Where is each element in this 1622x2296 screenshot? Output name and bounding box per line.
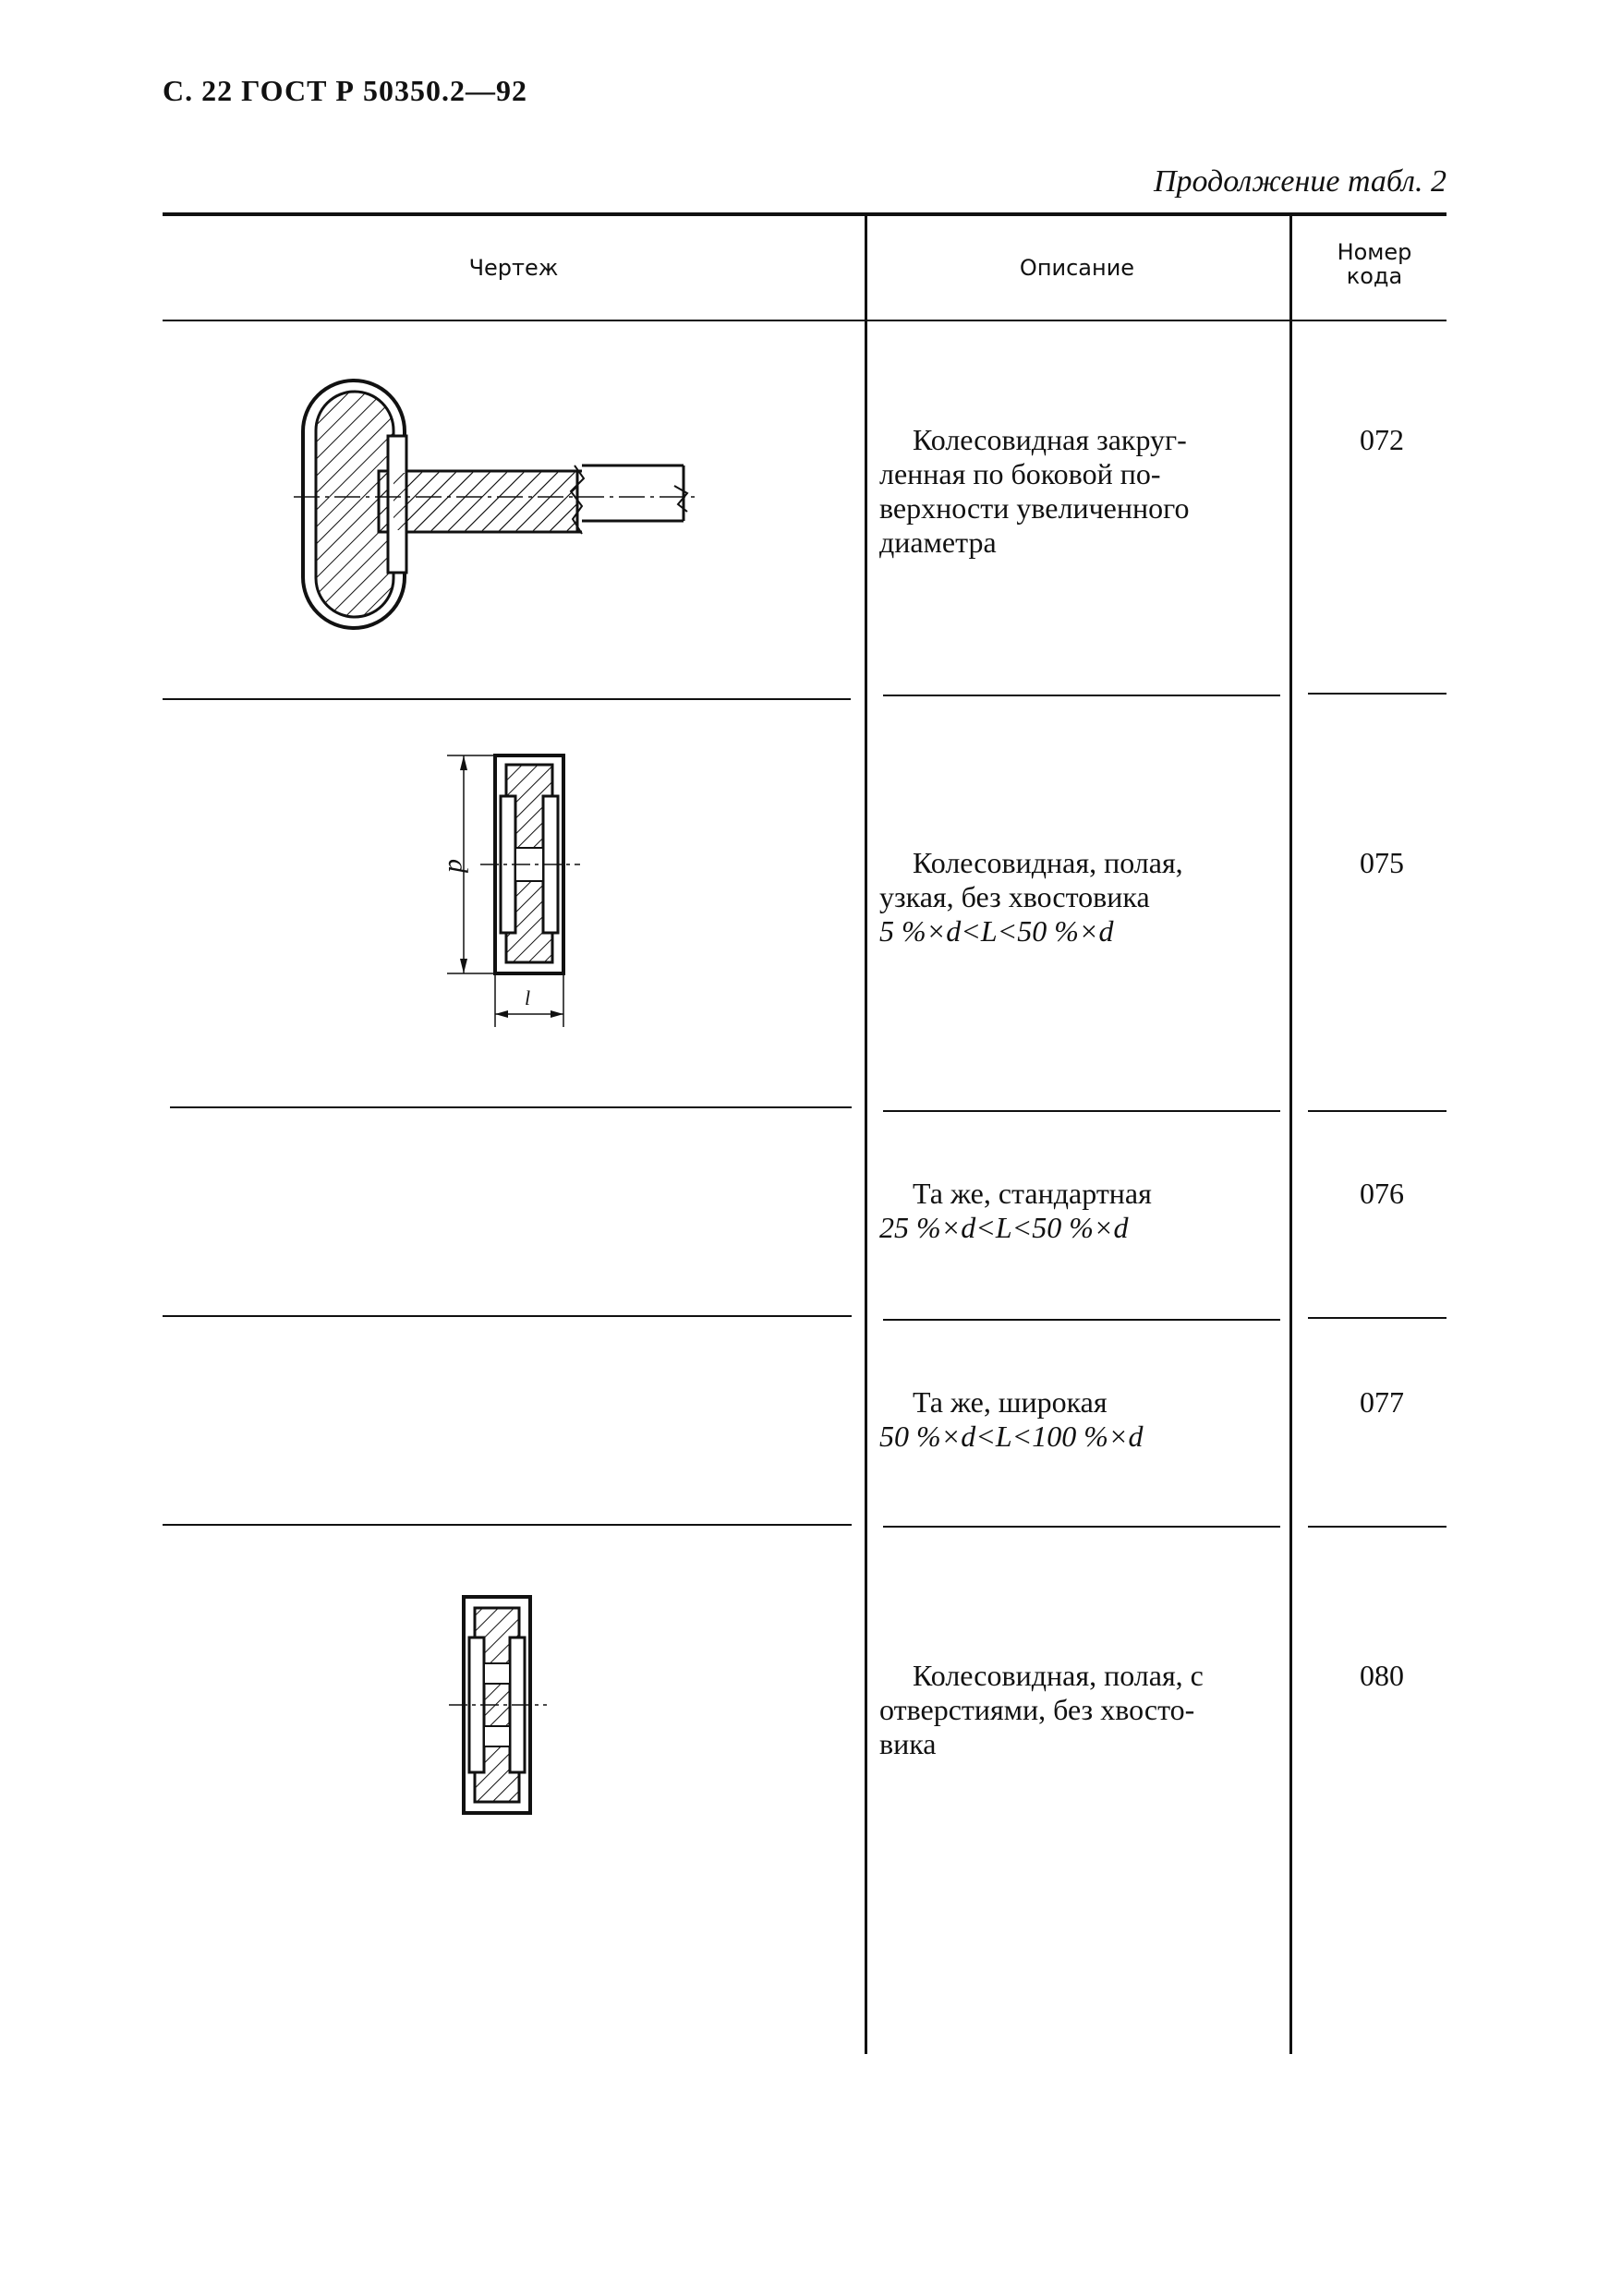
column-divider-2 <box>1289 214 1292 2054</box>
description-line: 50 %×d<L<100 %×d <box>879 1420 1144 1453</box>
description-line: отверстиями, без хвосто- <box>879 1693 1195 1726</box>
row-description <box>879 423 1286 560</box>
row-code: 072 <box>1360 423 1404 456</box>
row-separator <box>170 1106 852 1108</box>
table-top-rule <box>163 212 1446 216</box>
table-caption: Продолжение табл. 2 <box>1153 164 1446 199</box>
row-code: 075 <box>1360 846 1404 879</box>
drawing-rounded-wheel-with-shank <box>286 369 720 637</box>
drawing-hollow-wheel-with-holes <box>443 1584 554 1824</box>
description-line: узкая, без хвостовика <box>879 880 1150 913</box>
description-line: Колесовидная закруг- <box>913 423 1187 456</box>
row-description <box>879 1659 1286 1761</box>
row-separator <box>1308 693 1446 695</box>
description-line: Колесовидная, полая, с <box>913 1659 1204 1692</box>
description-line: вика <box>879 1727 937 1760</box>
row-separator <box>163 698 851 700</box>
row-separator <box>1308 1110 1446 1112</box>
dimension-label-l: l <box>525 986 531 1009</box>
row-code: 076 <box>1360 1177 1404 1210</box>
description-line: Та же, широкая <box>913 1385 1108 1419</box>
row-separator <box>883 695 1280 696</box>
dimension-label-d: d <box>442 859 473 873</box>
drawing-hollow-narrow-wheel <box>406 739 628 1044</box>
row-separator <box>883 1526 1280 1528</box>
column-header-drawing: Чертеж <box>468 255 559 281</box>
header-bottom-rule <box>163 320 1446 321</box>
column-header-code <box>1310 240 1439 288</box>
row-separator <box>163 1315 852 1317</box>
page-header: С. 22 ГОСТ Р 50350.2—92 <box>163 74 527 107</box>
row-separator <box>1308 1526 1446 1528</box>
description-line: ленная по боковой по- <box>879 457 1161 490</box>
column-header-code-line2: кода <box>1346 263 1403 289</box>
row-separator <box>883 1110 1280 1112</box>
row-separator <box>1308 1317 1446 1319</box>
row-description <box>879 1177 1286 1245</box>
description-line: Колесовидная, полая, <box>913 846 1183 879</box>
description-line: Та же, стандартная <box>913 1177 1152 1210</box>
description-line: 25 %×d<L<50 %×d <box>879 1211 1129 1244</box>
row-description <box>879 846 1286 949</box>
row-separator <box>163 1524 852 1526</box>
description-line: 5 %×d<L<50 %×d <box>879 914 1114 948</box>
row-description <box>879 1385 1286 1454</box>
row-code: 080 <box>1360 1659 1404 1692</box>
description-line: диаметра <box>879 526 997 559</box>
column-divider-1 <box>865 214 867 2054</box>
column-header-code-line1: Номер <box>1337 239 1412 265</box>
description-line: верхности увеличенного <box>879 491 1190 525</box>
row-code: 077 <box>1360 1385 1404 1419</box>
column-header-description: Описание <box>1019 255 1135 281</box>
row-separator <box>883 1319 1280 1321</box>
